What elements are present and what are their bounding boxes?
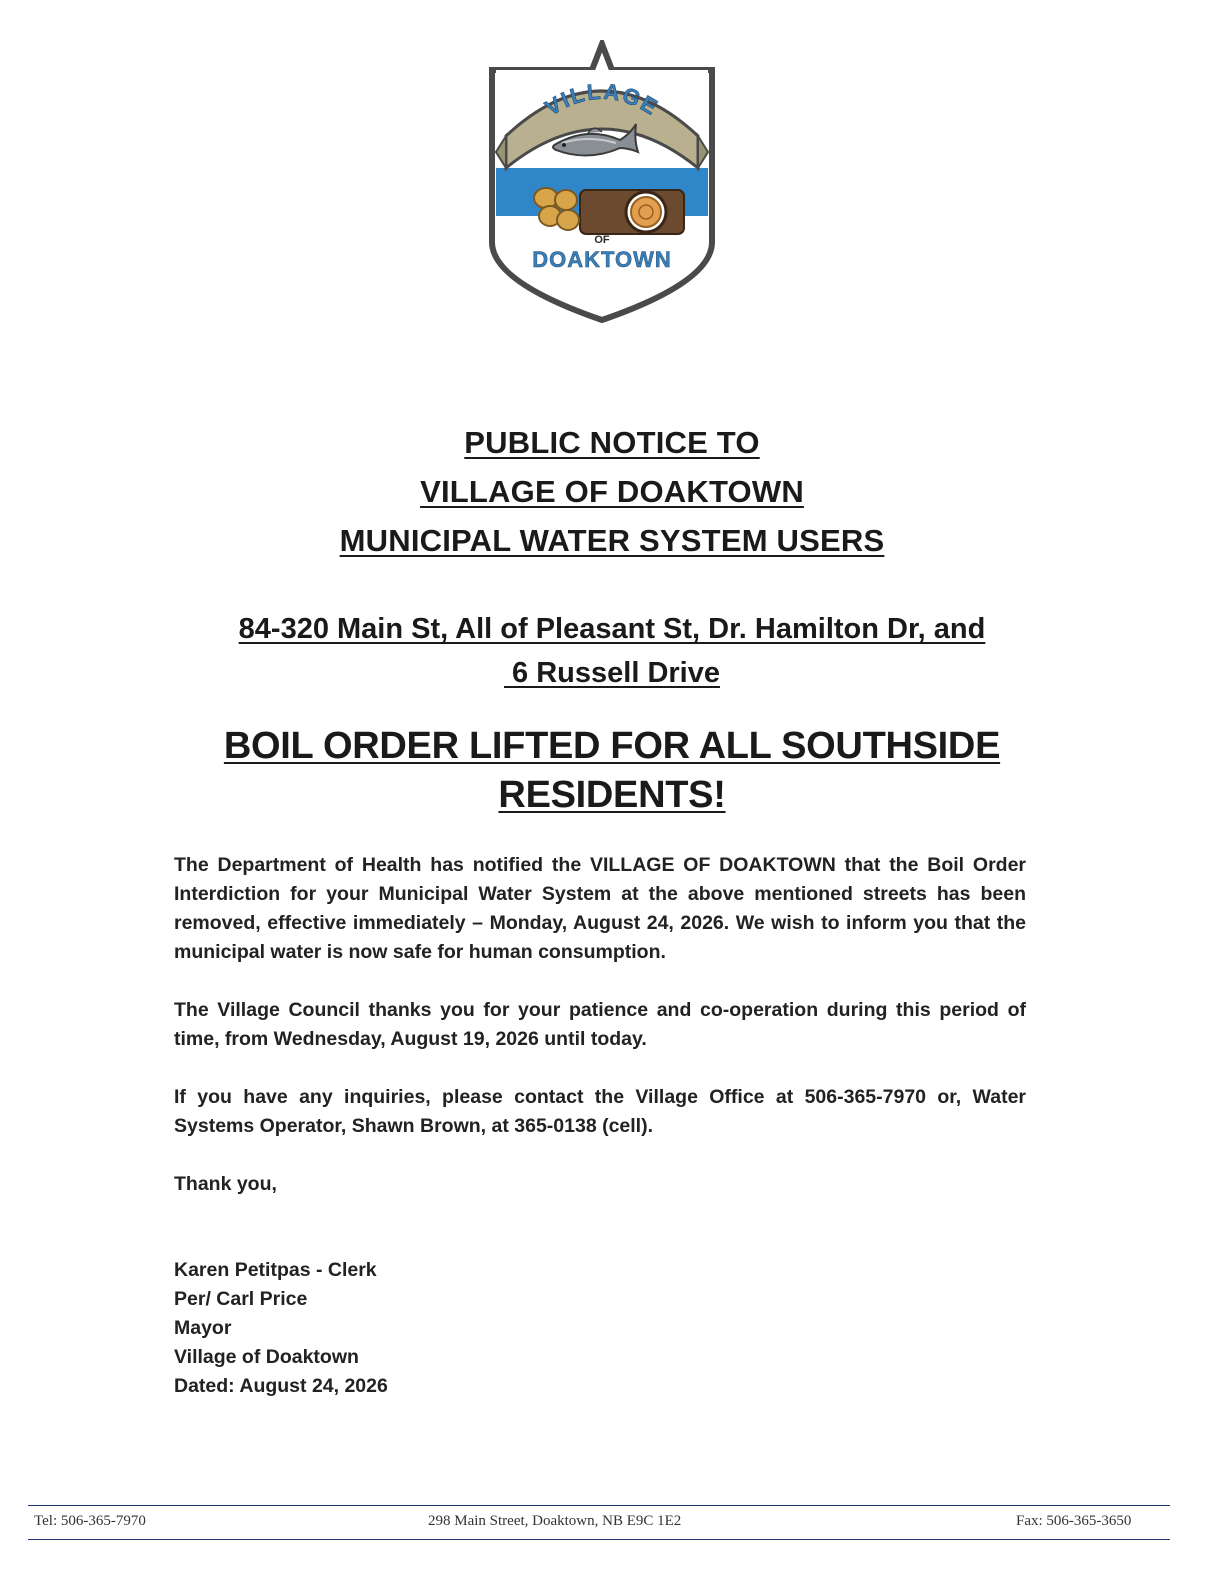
footer-rule-bottom [28,1539,1170,1540]
affected-streets [0,607,1224,695]
paragraph-text: The Village Council thanks you for your patience and co-operation during this period of time, from Wednesday, August 19, 2026 until today. [174,999,1026,1050]
title-line: MUNICIPAL WATER SYSTEM USERS [339,523,885,558]
signature-title: Mayor [174,1317,232,1339]
signature-per: Per/ Carl Price [174,1288,308,1310]
closing-line [174,1170,1026,1199]
body-paragraph-1 [174,851,1026,967]
signature-clerk: Karen Petitpas - Clerk [174,1259,377,1281]
footer-rule-top [28,1505,1170,1506]
paragraph-text: If you have any inquiries, please contact the Village Office at 506-365-7970 or, Water Systems Operator, Shawn Brown, at 365-0138 (cell). [174,1086,1026,1137]
footer-tel: Tel: 506-365-7970 [34,1513,146,1529]
headline-line: RESIDENTS! [498,774,726,816]
signature-block [174,1256,388,1401]
footer-address: 298 Main Street, Doaktown, NB E9C 1E2 [428,1513,682,1529]
signature-date: Dated: August 24, 2026 [174,1375,388,1397]
logo-name-text: DOAKTOWN [532,247,672,272]
village-crest-logo [488,40,716,324]
notice-title [0,418,1224,565]
streets-line: 6 Russell Drive [504,657,720,689]
title-line: VILLAGE OF DOAKTOWN [420,474,804,509]
title-line: PUBLIC NOTICE TO [464,425,760,460]
footer-fax: Fax: 506-365-3650 [1016,1513,1132,1529]
headline-line: BOIL ORDER LIFTED FOR ALL SOUTHSIDE [223,725,1001,767]
streets-line: 84-320 Main St, All of Pleasant St, Dr. Hamilton Dr, and [238,613,986,645]
logo-arc-text: VILLAGE [540,78,664,121]
body-paragraph-3 [174,1083,1026,1141]
boil-order-headline [0,722,1224,820]
signature-org: Village of Doaktown [174,1346,359,1368]
body-paragraph-2 [174,996,1026,1054]
closing-text: Thank you, [174,1173,277,1195]
logo-of-text: OF [594,234,610,246]
paragraph-text: The Department of Health has notified the VILLAGE OF DOAKTOWN that the Boil Order Interdiction for your Municipal Water System at the above mentioned streets has been removed, effective immediately – Monday, August 24, 2026. We wish to inform you that the municipal water is now safe for human consumption. [174,854,1026,963]
